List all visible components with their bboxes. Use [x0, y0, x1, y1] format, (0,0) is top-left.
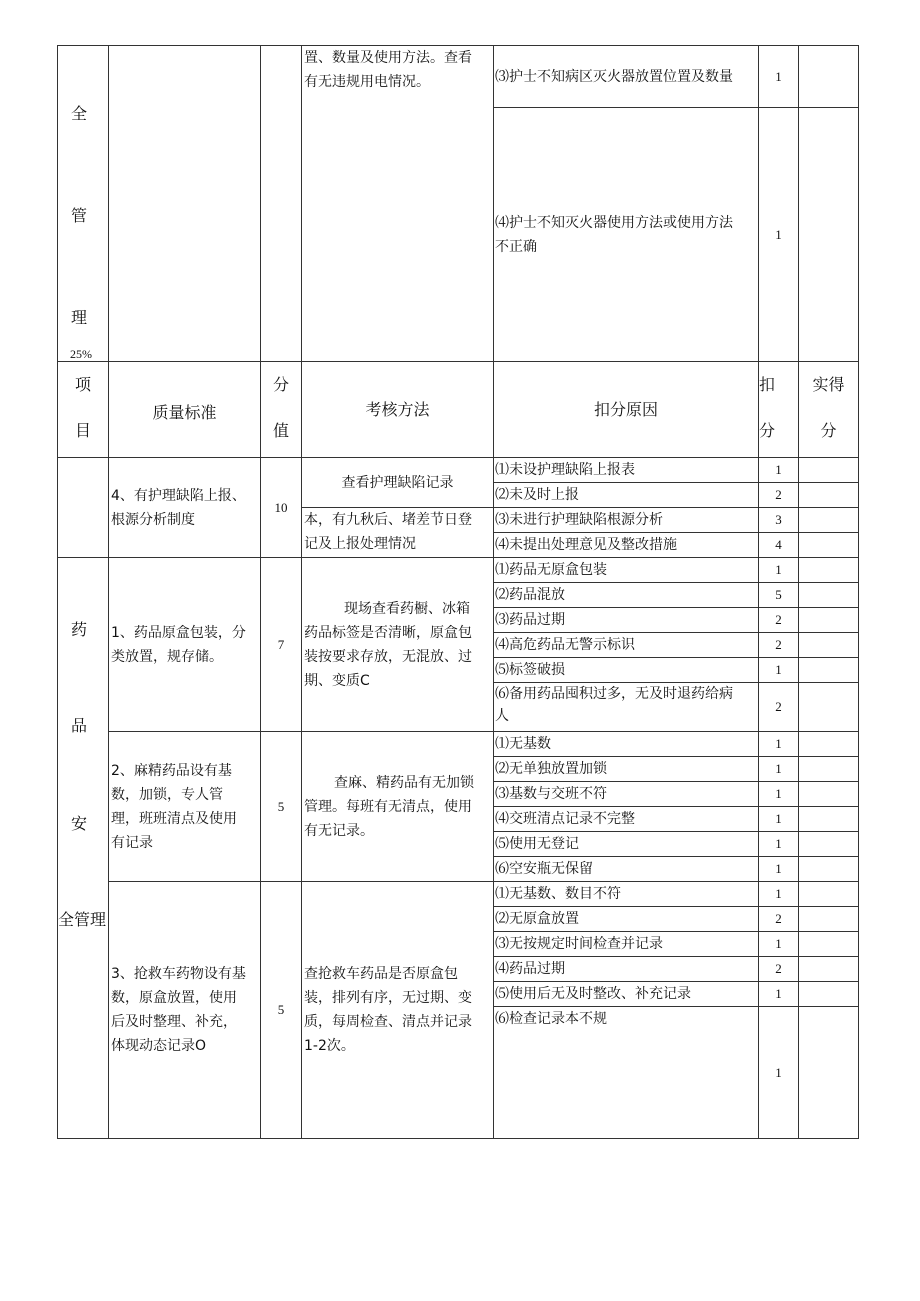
- deduction-points: 2: [759, 633, 799, 658]
- actual-score-cell: [799, 757, 859, 782]
- deduction-points: 1: [759, 757, 799, 782]
- deduction-reason: ⑵未及时上报: [494, 483, 759, 508]
- actual-score-cell: [799, 807, 859, 832]
- section1-label-char: 全: [71, 104, 88, 123]
- deduction-points: 1: [759, 982, 799, 1007]
- actual-score-cell: [799, 857, 859, 882]
- reason-line: ⑹备用药品囤积过多，无及时退药给病: [495, 686, 733, 702]
- actual-score-cell: [799, 832, 859, 857]
- nursing-quality-table: [57, 45, 859, 1139]
- header-method: 考核方法: [302, 362, 494, 458]
- standard-line: 3、抢救车药物设有基: [111, 966, 246, 982]
- method-line: 查麻、精药品有无加锁: [334, 774, 474, 791]
- deduction-points: 1: [759, 108, 799, 362]
- deduction-reason: ⑷未提出处理意见及整改措施: [494, 533, 759, 558]
- deduction-points: 1: [759, 857, 799, 882]
- section3-label-char: 药: [71, 620, 88, 639]
- deduction-points: 2: [759, 957, 799, 982]
- actual-score-cell: [799, 533, 859, 558]
- section2-standard-cell: [109, 458, 261, 558]
- actual-score-cell: [799, 732, 859, 757]
- reason-line: ⑷护士不知灭火器使用方法或使用方法: [495, 214, 733, 231]
- section2-label-cell: [58, 458, 109, 558]
- actual-score-cell: [799, 957, 859, 982]
- deduction-points: 1: [759, 658, 799, 683]
- reason-line: 不正确: [495, 238, 537, 255]
- method-line: 查抢救车药品是否原盒包: [304, 966, 458, 982]
- standard-line: 理，班班清点及使用: [111, 810, 237, 827]
- deduction-points: 1: [759, 558, 799, 583]
- deduction-reason: ⑵无单独放置加锁: [494, 757, 759, 782]
- method-line: 管理。每班有无清点，使用: [304, 798, 472, 815]
- deduction-reason: ⑵药品混放: [494, 583, 759, 608]
- deduction-reason: ⑹检查记录本不规: [494, 1007, 759, 1139]
- deduction-points: 1: [759, 807, 799, 832]
- actual-score-cell: [799, 683, 859, 732]
- actual-score-cell: [799, 932, 859, 957]
- method-line: 药品标签是否清晰，原盒包: [304, 624, 472, 641]
- header-standard: 质量标准: [109, 362, 261, 458]
- deduction-points: 1: [759, 458, 799, 483]
- deduction-reason: ⑸使用无登记: [494, 832, 759, 857]
- section1-score-cell: [261, 46, 302, 362]
- deduction-reason: [494, 108, 759, 362]
- actual-score-cell: [799, 658, 859, 683]
- deduction-reason: ⑹空安瓶无保留: [494, 857, 759, 882]
- method-line: 期、变质C: [304, 672, 370, 689]
- deduction-reason: ⑴药品无原盒包装: [494, 558, 759, 583]
- deduction-points: 2: [759, 683, 799, 732]
- deduction-points: 3: [759, 508, 799, 533]
- method-line: 质，每周检查、清点并记录: [304, 1014, 472, 1030]
- deduction-points: 1: [759, 882, 799, 907]
- section1-weight: 25%: [70, 347, 92, 361]
- standard-line: 体现动态记录O: [111, 1038, 207, 1054]
- standard-line: 类放置，规存储。: [111, 648, 223, 665]
- standard-line: 4、有护理缺陷上报、: [111, 487, 246, 504]
- section3-label-char: 安: [71, 814, 88, 833]
- method-line: 1-2次。: [304, 1038, 355, 1054]
- deduction-reason: ⑷交班清点记录不完整: [494, 807, 759, 832]
- section2-method-bottom: [302, 508, 494, 558]
- group1-method-cell: [302, 558, 494, 732]
- deduction-points: 5: [759, 583, 799, 608]
- standard-line: 数，原盒放置，使用: [111, 990, 237, 1006]
- actual-score-cell: [799, 508, 859, 533]
- standard-line: 数，加锁，专人管: [111, 786, 223, 803]
- group1-standard-cell: [109, 558, 261, 732]
- section1-label-cell: [58, 46, 109, 362]
- header-score-char: 值: [272, 421, 289, 440]
- deduction-reason: ⑶基数与交班不符: [494, 782, 759, 807]
- actual-score-cell: [799, 583, 859, 608]
- group2-standard-cell: [109, 732, 261, 882]
- deduction-reason: ⑸标签破损: [494, 658, 759, 683]
- group3-score: 5: [261, 882, 302, 1139]
- deduction-reason: ⑶护士不知病区灭火器放置位置及数量: [494, 46, 759, 108]
- header-score-char: 分: [272, 375, 289, 394]
- method-line: 本，有九秋后、堵差节日登: [304, 512, 472, 528]
- section1-label-char: 管: [71, 206, 88, 225]
- section3-label-char: 品: [71, 716, 88, 735]
- actual-score-cell: [799, 882, 859, 907]
- actual-score-cell: [799, 458, 859, 483]
- deduction-reason: ⑶药品过期: [494, 608, 759, 633]
- section1-label-char: 理: [71, 308, 88, 327]
- deduction-reason: ⑵无原盒放置: [494, 907, 759, 932]
- header-actual-text: 分: [820, 421, 837, 440]
- standard-line: 2、麻精药品设有基: [111, 762, 232, 779]
- deduction-points: 2: [759, 608, 799, 633]
- section3-label-cell: [58, 558, 109, 1139]
- deduction-reason: ⑴无基数、数目不符: [494, 882, 759, 907]
- section1-method-cell: [302, 46, 494, 362]
- header-item-char: 目: [74, 421, 91, 440]
- method-line: 有无记录。: [304, 822, 374, 839]
- header-score: [261, 362, 302, 458]
- deduction-reason: ⑶无按规定时间检查并记录: [494, 932, 759, 957]
- standard-line: 有记录: [111, 834, 153, 851]
- group3-standard-cell: [109, 882, 261, 1139]
- method-line: 装，排列有序，无过期、变: [304, 990, 472, 1006]
- deduction-reason: ⑴未设护理缺陷上报表: [494, 458, 759, 483]
- deduction-reason: ⑴无基数: [494, 732, 759, 757]
- method-line: 记及上报处理情况: [304, 536, 416, 552]
- header-reason: 扣分原因: [494, 362, 759, 458]
- deduction-points: 1: [759, 732, 799, 757]
- standard-line: 1、药品原盒包装，分: [111, 624, 246, 641]
- section2-score: 10: [261, 458, 302, 558]
- header-deduct: [759, 362, 799, 458]
- deduction-reason: ⑸使用后无及时整改、补充记录: [494, 982, 759, 1007]
- method-line: 装按要求存放，无混放、过: [304, 648, 472, 665]
- deduction-points: 4: [759, 533, 799, 558]
- deduction-points: 2: [759, 907, 799, 932]
- actual-score-cell: [799, 1007, 859, 1139]
- header-deduct-char: 扣: [759, 375, 776, 394]
- method-line: 现场查看药橱、冰箱: [344, 600, 470, 617]
- group1-score: 7: [261, 558, 302, 732]
- deduction-points: 1: [759, 782, 799, 807]
- group2-score: 5: [261, 732, 302, 882]
- method-line: 置、数量及使用方法。查看: [304, 50, 472, 66]
- header-item-char: 项: [74, 375, 91, 394]
- actual-score-cell: [799, 483, 859, 508]
- section2-method-top: 查看护理缺陷记录: [302, 458, 494, 508]
- deduction-reason: ⑷高危药品无警示标识: [494, 633, 759, 658]
- deduction-points: 1: [759, 932, 799, 957]
- group2-method-cell: [302, 732, 494, 882]
- section1-standard-cell: [109, 46, 261, 362]
- actual-score-cell: [799, 108, 859, 362]
- actual-score-cell: [799, 907, 859, 932]
- deduction-reason: ⑷药品过期: [494, 957, 759, 982]
- actual-score-cell: [799, 608, 859, 633]
- deduction-reason: ⑶未进行护理缺陷根源分析: [494, 508, 759, 533]
- method-line: 有无违规用电情况。: [304, 74, 430, 90]
- actual-score-cell: [799, 558, 859, 583]
- reason-line: 人: [495, 708, 509, 724]
- deduction-reason: [494, 683, 759, 732]
- deduction-points: 2: [759, 483, 799, 508]
- header-item: [58, 362, 109, 458]
- section3-label-char: 全管理: [58, 910, 107, 929]
- standard-line: 后及时整理、补充，: [111, 1014, 237, 1030]
- deduction-points: 1: [759, 46, 799, 108]
- header-deduct-char: 分: [759, 421, 776, 440]
- group3-method-cell: [302, 882, 494, 1139]
- actual-score-cell: [799, 633, 859, 658]
- actual-score-cell: [799, 982, 859, 1007]
- header-actual-text: 实得: [812, 375, 845, 394]
- header-actual: [799, 362, 859, 458]
- deduction-points: 1: [759, 1007, 799, 1139]
- actual-score-cell: [799, 782, 859, 807]
- standard-line: 根源分析制度: [111, 511, 195, 528]
- deduction-points: 1: [759, 832, 799, 857]
- actual-score-cell: [799, 46, 859, 108]
